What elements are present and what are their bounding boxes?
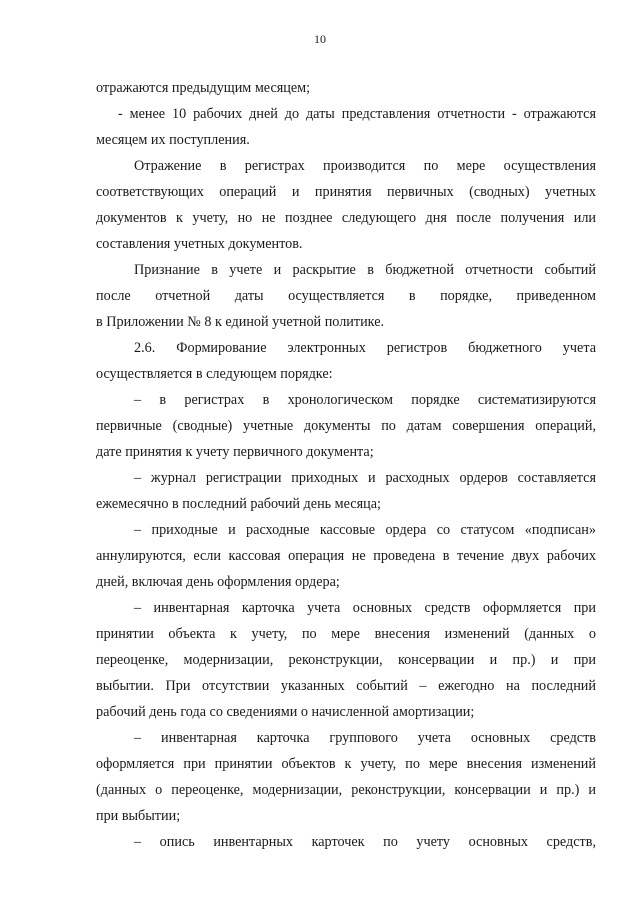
text-line: переоценке, модернизации, реконструкции, консервации и пр.) и при (96, 652, 596, 668)
text-line: – приходные и расходные кассовые ордера со статусом «подписан» (134, 522, 596, 538)
page-number: 10 (314, 32, 326, 46)
text-line: оформляется при принятии объектов к учету, по мере внесения изменений (96, 756, 596, 772)
text-line: в Приложении № 8 к единой учетной политике. (96, 314, 385, 330)
text-line: Отражение в регистрах производится по мере осуществления (134, 158, 596, 174)
text-line: осуществляется в следующем порядке: (96, 366, 333, 382)
text-line: дней, включая день оформления ордера; (96, 574, 340, 590)
text-line: – инвентарная карточка группового учета основных средств (134, 730, 596, 746)
text-line: - менее 10 рабочих дней до даты представления отчетности - отражаются (118, 106, 596, 122)
text-line: при выбытии; (96, 808, 181, 824)
text-line: документов к учету, но не позднее следующего дня после получения или (96, 210, 596, 226)
text-line: (данных о переоценке, модернизации, реконструкции, консервации и пр.) и (96, 782, 596, 798)
text-line: выбытии. При отсутствии указанных событий – ежегодно на последний (96, 678, 596, 694)
page-body (96, 75, 596, 855)
text-line: после отчетной даты осуществляется в порядке, приведенном (96, 288, 596, 304)
text-line: Признание в учете и раскрытие в бюджетной отчетности событий (134, 262, 596, 278)
text-line: принятии объекта к учету, по мере внесения изменений (данных о (96, 626, 596, 642)
text-line: – инвентарная карточка учета основных средств оформляется при (134, 600, 596, 616)
text-line: дате принятия к учету первичного документа; (96, 444, 374, 460)
text-line: – опись инвентарных карточек по учету основных средств, (134, 834, 596, 850)
text-line: ежемесячно в последний рабочий день месяца; (96, 496, 381, 512)
text-line: составления учетных документов. (96, 236, 303, 252)
text-line: первичные (сводные) учетные документы по датам совершения операций, (96, 418, 596, 434)
text-line: рабочий день года со сведениями о начисленной амортизации; (96, 704, 475, 720)
text-line: – журнал регистрации приходных и расходных ордеров составляется (134, 470, 596, 486)
text-line: отражаются предыдущим месяцем; (96, 80, 311, 96)
text-line: – в регистрах в хронологическом порядке систематизируются (134, 392, 596, 408)
text-line: 2.6. Формирование электронных регистров бюджетного учета (134, 340, 596, 356)
text-line: месяцем их поступления. (96, 132, 250, 148)
text-line: аннулируются, если кассовая операция не проведена в течение двух рабочих (96, 548, 596, 564)
text-line: соответствующих операций и принятия первичных (сводных) учетных (96, 184, 596, 200)
